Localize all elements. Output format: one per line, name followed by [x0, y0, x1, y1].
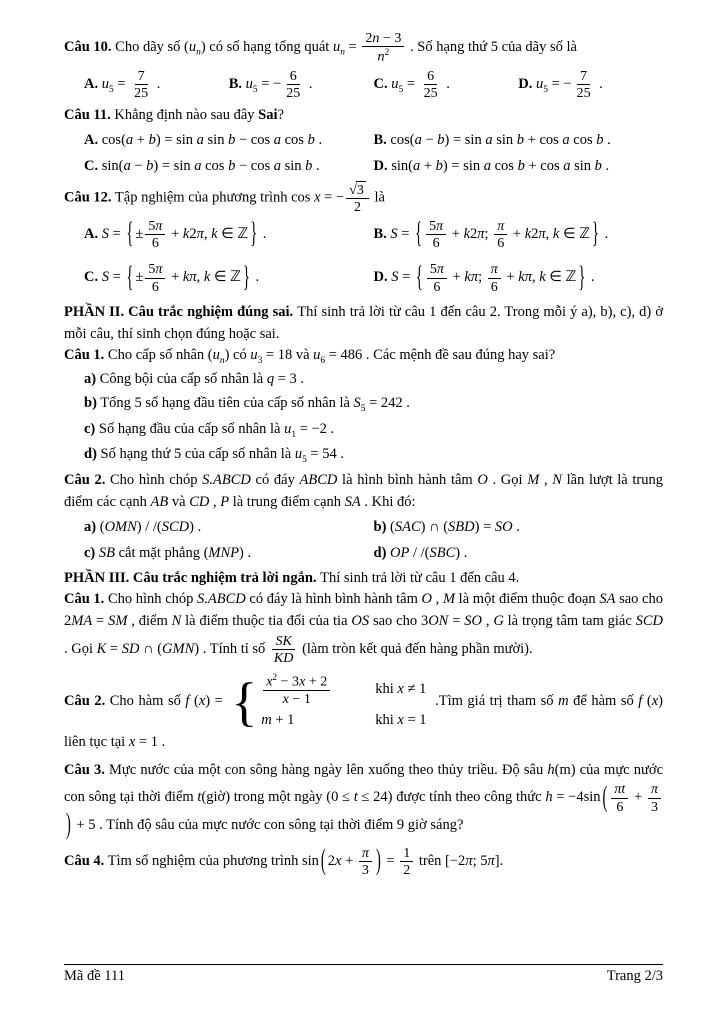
question-12-option-a: A. S = { ± $\frac{5\pi}{6}$ + k2π, k ∈ ℤ } .	[84, 217, 267, 252]
question-10-stem: Câu 10. Cho dãy số $(u_n)$ có số hạng tổng quát $u_n$ = $\frac{2n - 3}{n^2}$ . Số hạng thứ 5 của dãy số là	[64, 30, 577, 65]
p2-q2-item-b: b) (SAC) ∩ (SBD) = SO .	[373, 518, 520, 535]
question-12-option-b: B. S = { $\frac{5\pi}{6}$ + k2π; $\frac{\pi}{6}$ + k2π, k ∈ ℤ } .	[373, 217, 609, 252]
p3-question-3-stem: Câu 3. Mực nước của một con sông hàng ngày lên xuống theo thủy triều. Độ sâu h(m) của mực nước con sông tại thời điểm t(giờ) trong một ngày (0 ≤ t ≤ 24) được tính theo công thức h = −4sin ( $\frac{\pi t}{6}$ + $\frac{\pi}{3}$ ) + 5 . Tính độ sâu của mực nước con sông tại thời điểm 9 giờ sáng?	[64, 761, 664, 842]
question-12-option-d: D. S = { $\frac{5\pi}{6}$ + kπ; $\frac{\pi}{6}$ + kπ, k ∈ ℤ } .	[373, 261, 595, 295]
p3-question-2-stem: Câu 2. Cho hàm số f (x) = { $\frac{x^2 - 3x + 2}{x - 1}$ khi x ≠ 1 m + 1 khi x = 1 .Tìm giá trị tham số m để hàm số f (x) liên tục tại x = 1 .	[64, 672, 663, 750]
question-12-stem: Câu 12. Tập nghiệm của phương trình cos x = − $\frac{√3}{2}$ là	[64, 181, 385, 215]
question-11-stem: Câu 11. Khẳng định nào sau đây Sai?	[64, 107, 284, 124]
question-11-option-b: B. cos(a − b) = sin a sin b + cos a cos b .	[373, 132, 611, 149]
question-10-option-b: B. $u_5$ = − $\frac{6}{25}$ .	[228, 68, 313, 102]
p3-question-3	[64, 760, 664, 842]
p2-question-2	[64, 470, 663, 563]
question-12-option-c: C. S = { ± $\frac{5\pi}{6}$ + kπ, k ∈ ℤ } .	[84, 261, 260, 295]
p2-question-1	[64, 345, 663, 468]
p2-question-2-stem: Câu 2. Cho hình chóp S.ABCD có đáy ABCD là hình bình hành tâm O . Gọi M , N lần lượt là trung điểm các cạnh AB và CD , P là trung điểm cạnh SA . Khi đó:	[64, 472, 664, 511]
p2-q1-item-c: c) Số hạng đầu của cấp số nhân là $u_1 = -2$ .	[84, 420, 335, 440]
question-12-options	[64, 218, 663, 295]
p2-q1-item-b: b) Tổng 5 số hạng đầu tiên của cấp số nhân là $S_5 = 242$ .	[84, 395, 410, 415]
page-number: Trang 2/3	[606, 968, 663, 984]
question-11-options	[64, 130, 663, 177]
question-10-option-a: A. $u_5$ = $\frac{7}{25}$ .	[84, 68, 161, 102]
question-10	[64, 30, 663, 101]
question-11-option-a: A. cos(a + b) = sin a sin b − cos a cos b .	[84, 132, 323, 149]
question-10-option-c: C. $u_5$ = $\frac{6}{25}$ .	[373, 68, 450, 102]
p2-q1-item-a: a) Công bội của cấp số nhân là q = 3 .	[84, 371, 305, 388]
question-10-option-d: D. $u_5$ = − $\frac{7}{25}$ .	[518, 68, 603, 102]
p2-q1-item-d: d) Số hạng thứ 5 của cấp số nhân là $u_5 = 54$ .	[84, 446, 344, 465]
p2-q2-item-a: a) (OMN) / /(SCD) .	[84, 518, 202, 535]
question-10-options	[64, 68, 663, 101]
p2-q2-item-d: d) OP / /(SBC) .	[373, 545, 468, 562]
p2-q2-item-c: c) SB cắt mặt phẳng (MNP) .	[84, 545, 252, 562]
p3-question-4-stem: Câu 4. Tìm số nghiệm của phương trình sin ( 2x + $\frac{\pi}{3}$ ) = $\frac{1}{2}$ trên [−2π; 5π].	[64, 844, 504, 878]
p3-question-1-stem: Câu 1. Cho hình chóp S.ABCD có đáy là hình bình hành tâm O , M là một điểm thuộc đoạn SA sao cho 2MA = SM , điểm N là điểm thuộc tia đối của tia OS sao cho 3ON = SO , G là trọng tâm tam giác SCD . Gọi K = SD ∩ (GMN) . Tính tỉ số $\frac{SK}{KD}$ (làm tròn kết quả đến hàng phần mười).	[64, 591, 664, 666]
p3-question-1	[64, 589, 663, 666]
exam-code: Mã đề 111	[64, 968, 125, 984]
p2-question-2-items	[64, 517, 663, 564]
p2-question-1-stem: Câu 1. Cho cấp số nhân $(u_n)$ có $u_3 = 18$ và $u_6 = 486$ . Các mệnh đề sau đúng hay sai?	[64, 347, 556, 367]
question-11-option-c: C. sin(a − b) = sin a cos b − cos a sin b .	[84, 158, 320, 175]
question-11	[64, 105, 663, 176]
part2-header: PHẦN II. Câu trắc nghiệm đúng sai. Thí sinh trả lời từ câu 1 đến câu 2. Trong mỗi ý a), b), c), d) ở mỗi câu, thí sinh chọn đúng hoặc sai.	[64, 303, 663, 342]
question-11-option-d: D. sin(a + b) = sin a cos b + cos a sin b .	[373, 158, 610, 175]
part3-header: PHẦN III. Câu trắc nghiệm trả lời ngắn. Thí sinh trả lời từ câu 1 đến câu 4.	[64, 569, 520, 586]
p3-question-2	[64, 672, 663, 754]
page-footer	[64, 964, 663, 985]
p3-question-4	[64, 845, 663, 878]
question-12	[64, 181, 663, 295]
